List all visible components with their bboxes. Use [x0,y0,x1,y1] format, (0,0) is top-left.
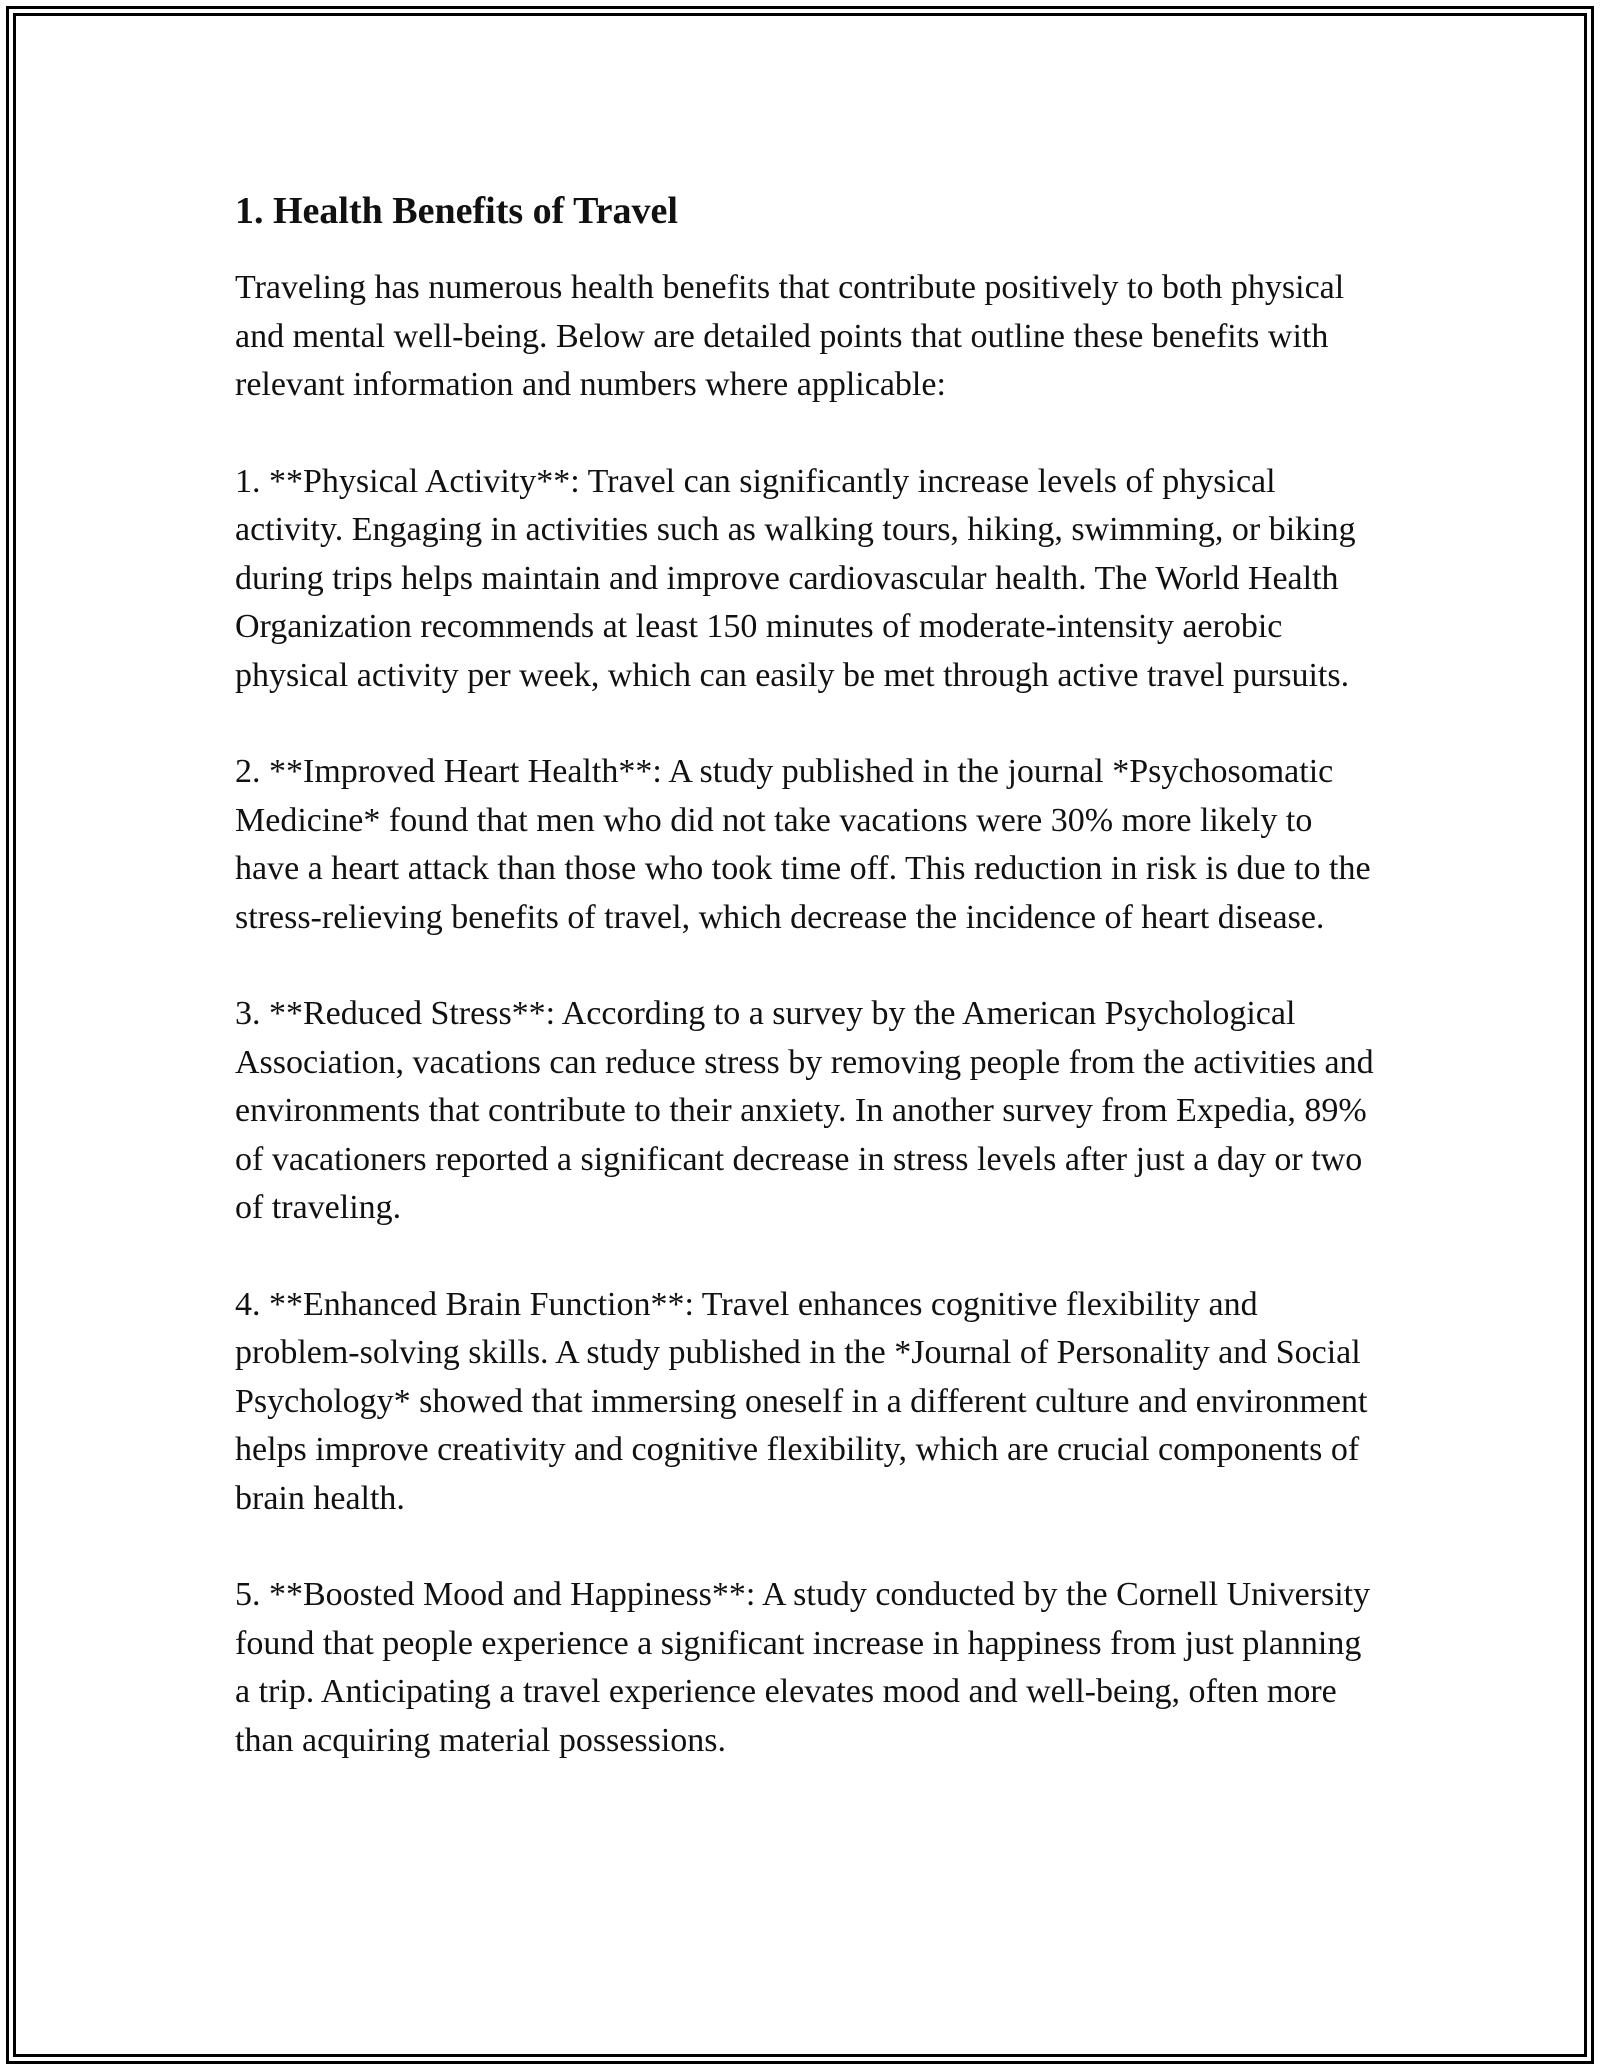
point-heart-health: 2. **Improved Heart Health**: A study published in the journal *Psychosomatic Medicine* found that men who did not take vacations were 30% more likely to have a heart attack than those who took time off. This reduction in risk is due to the stress-relieving benefits of travel, which decrease the incidence of heart disease. [235,753,1371,936]
intro-paragraph: Traveling has numerous health benefits that contribute positively to both physical and mental well-being. Below are detailed points that outline these benefits with relevant information and numbers where applicable: [235,269,1345,403]
point-brain-function: 4. **Enhanced Brain Function**: Travel enhances cognitive flexibility and problem-solving skills. A study published in the *Journal of Personality and Social Psychology* showed that immersing oneself in a different culture and environment helps improve creativity and cognitive flexibility, which are crucial components of brain health. [235,1285,1368,1517]
point-physical-activity: 1. **Physical Activity**: Travel can significantly increase levels of physical activity. Engaging in activities such as walking tours, hiking, swimming, or biking during trips helps maintain and improve cardiovascular health. The World Health Organization recommends at least 150 minutes of moderate-intensity aerobic physical activity per week, which can easily be met through active travel pursuits. [235,462,1356,694]
point-reduced-stress: 3. **Reduced Stress**: According to a survey by the American Psychological Association, vacations can reduce stress by removing people from the activities and environments that contribute to their anxiety. In another survey from Expedia, 89% of vacationers reported a significant decrease in stress levels after just a day or two of traveling. [235,995,1374,1226]
document-body [235,186,1375,1813]
section-heading: 1. Health Benefits of Travel [235,190,678,232]
point-mood-happiness: 5. **Boosted Mood and Happiness**: A study conducted by the Cornell University found that people experience a significant increase in happiness from just planning a trip. Anticipating a travel experience elevates mood and well-being, often more than acquiring material possessions. [235,1576,1371,1759]
